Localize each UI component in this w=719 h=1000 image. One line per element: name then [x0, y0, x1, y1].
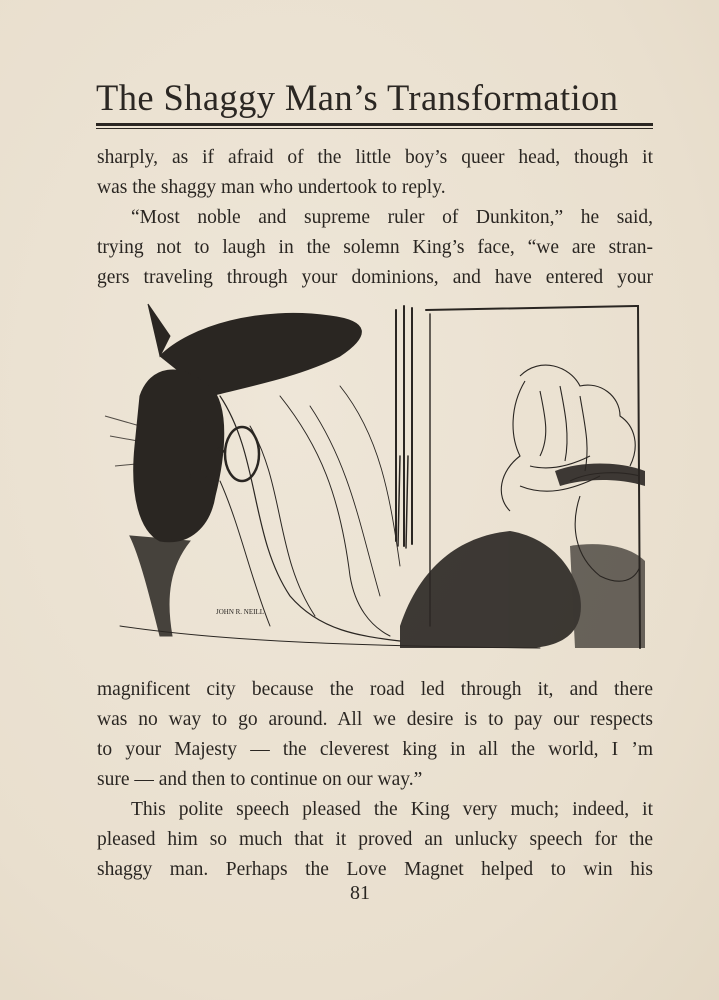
title-rule-thick: [96, 123, 653, 126]
illustration: [100, 296, 645, 658]
illustrator-signature: JOHN R. NEILL: [216, 608, 265, 616]
text-line: shaggy man. Perhaps the Love Magnet helped to win his: [97, 859, 653, 880]
text-line: pleased him so much that it proved an unlucky speech for the: [97, 829, 653, 850]
text-line: sharply, as if afraid of the little boy’s queer head, though it: [97, 147, 653, 168]
text-line: trying not to laugh in the solemn King’s face, “we are stran-: [97, 237, 653, 258]
paragraph-1: [97, 143, 653, 203]
paragraph-2: [97, 203, 653, 293]
text-line: was the shaggy man who undertook to reply.: [97, 177, 446, 198]
text-line: This polite speech pleased the King very much; indeed, it: [131, 799, 653, 820]
text-line: gers traveling through your dominions, and have entered your: [97, 267, 653, 288]
text-line: to your Majesty — the cleverest king in all the world, I ’m: [97, 739, 653, 760]
chapter-title: The Shaggy Man’s Transformation: [96, 77, 619, 118]
paragraph-3: [97, 675, 653, 795]
text-line: “Most noble and supreme ruler of Dunkiton,” he said,: [131, 207, 653, 228]
page-number: 81: [350, 882, 370, 904]
text-line: was no way to go around. All we desire is to pay our respects: [97, 709, 653, 730]
text-line: sure — and then to continue on our way.”: [97, 769, 423, 790]
paragraph-4: [97, 795, 653, 885]
text-line: magnificent city because the road led through it, and there: [97, 679, 653, 700]
title-rule-thin: [96, 128, 653, 129]
